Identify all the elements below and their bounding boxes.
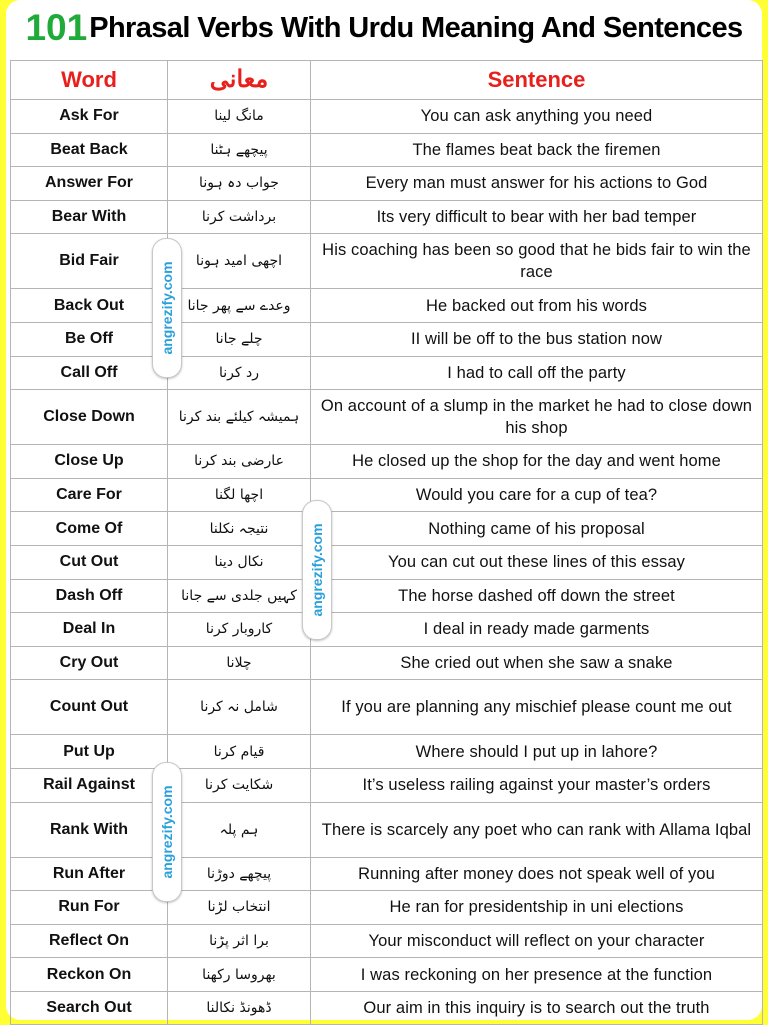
- sentence-cell: She cried out when she saw a snake: [311, 646, 763, 680]
- meaning-cell: برداشت کرنا: [168, 200, 311, 234]
- word-cell: Call Off: [11, 356, 168, 390]
- sentence-cell: I deal in ready made garments: [311, 613, 763, 647]
- word-cell: Bear With: [11, 200, 168, 234]
- meaning-cell: اچھی امید ہونا: [168, 234, 311, 289]
- watermark-badge: [302, 500, 332, 640]
- table-row: [11, 356, 763, 390]
- word-cell: Care For: [11, 478, 168, 512]
- word-cell: Run After: [11, 857, 168, 891]
- table-row: [11, 100, 763, 134]
- word-cell: Beat Back: [11, 133, 168, 167]
- page-title: [6, 0, 762, 56]
- word-cell: Search Out: [11, 991, 168, 1025]
- meaning-cell: چلے جانا: [168, 322, 311, 356]
- table-row: [11, 200, 763, 234]
- meaning-cell: عارضی بند کرنا: [168, 445, 311, 479]
- meaning-cell: کہیں جلدی سے جانا: [168, 579, 311, 613]
- table-row: [11, 958, 763, 992]
- table-row: [11, 991, 763, 1025]
- word-cell: Back Out: [11, 289, 168, 323]
- meaning-cell: برا اثر پڑنا: [168, 924, 311, 958]
- meaning-cell: پیچھے دوڑنا: [168, 857, 311, 891]
- word-cell: Cry Out: [11, 646, 168, 680]
- meaning-cell: رد کرنا: [168, 356, 311, 390]
- title-number: 101: [25, 7, 88, 48]
- sentence-cell: On account of a slump in the market he had to close down his shop: [311, 390, 763, 445]
- table-header-row: [11, 61, 763, 100]
- table-row: [11, 680, 763, 735]
- table-row: [11, 579, 763, 613]
- sentence-cell: Would you care for a cup of tea?: [311, 478, 763, 512]
- title-text: Phrasal Verbs With Urdu Meaning And Sentences: [89, 11, 743, 44]
- watermark-text: angrezify.com: [159, 785, 175, 879]
- table-row: [11, 390, 763, 445]
- table-row: [11, 891, 763, 925]
- sentence-cell: His coaching has been so good that he bids fair to win the race: [311, 234, 763, 289]
- meaning-cell: شکایت کرنا: [168, 768, 311, 802]
- word-cell: Count Out: [11, 680, 168, 735]
- table-row: [11, 613, 763, 647]
- table-row: [11, 445, 763, 479]
- word-cell: Dash Off: [11, 579, 168, 613]
- phrasal-verbs-table: [10, 60, 763, 1025]
- sentence-cell: The horse dashed off down the street: [311, 579, 763, 613]
- watermark-badge: [152, 238, 182, 378]
- word-cell: Ask For: [11, 100, 168, 134]
- word-cell: Close Down: [11, 390, 168, 445]
- sentence-cell: He closed up the shop for the day and went home: [311, 445, 763, 479]
- word-cell: Be Off: [11, 322, 168, 356]
- table-row: [11, 478, 763, 512]
- table-row: [11, 167, 763, 201]
- word-cell: Reflect On: [11, 924, 168, 958]
- sentence-cell: Our aim in this inquiry is to search out the truth: [311, 991, 763, 1025]
- watermark-text: angrezify.com: [159, 261, 175, 355]
- meaning-cell: وعدے سے پھر جانا: [168, 289, 311, 323]
- meaning-cell: چلانا: [168, 646, 311, 680]
- meaning-cell: ہم پلہ: [168, 802, 311, 857]
- meaning-cell: پیچھے ہٹنا: [168, 133, 311, 167]
- table-row: [11, 924, 763, 958]
- meaning-cell: ڈھونڈ نکالنا: [168, 991, 311, 1025]
- word-cell: Cut Out: [11, 545, 168, 579]
- word-cell: Rank With: [11, 802, 168, 857]
- sentence-cell: Its very difficult to bear with her bad temper: [311, 200, 763, 234]
- word-cell: Put Up: [11, 735, 168, 769]
- content-card: [6, 0, 762, 1020]
- word-cell: Bid Fair: [11, 234, 168, 289]
- table-row: [11, 857, 763, 891]
- meaning-cell: کاروبار کرنا: [168, 613, 311, 647]
- meaning-cell: انتخاب لڑنا: [168, 891, 311, 925]
- meaning-cell: اچھا لگنا: [168, 478, 311, 512]
- sentence-cell: Every man must answer for his actions to God: [311, 167, 763, 201]
- meaning-cell: شامل نہ کرنا: [168, 680, 311, 735]
- sentence-cell: Running after money does not speak well of you: [311, 857, 763, 891]
- table-row: [11, 322, 763, 356]
- sentence-cell: I had to call off the party: [311, 356, 763, 390]
- meaning-cell: مانگ لینا: [168, 100, 311, 134]
- meaning-cell: قیام کرنا: [168, 735, 311, 769]
- sentence-cell: Where should I put up in lahore?: [311, 735, 763, 769]
- table-row: [11, 289, 763, 323]
- sentence-cell: He ran for presidentship in uni elections: [311, 891, 763, 925]
- word-cell: Close Up: [11, 445, 168, 479]
- meaning-cell: نکال دینا: [168, 545, 311, 579]
- table-row: [11, 545, 763, 579]
- sentence-cell: Nothing came of his proposal: [311, 512, 763, 546]
- table-row: [11, 133, 763, 167]
- header-sentence: Sentence: [311, 61, 763, 100]
- sentence-cell: He backed out from his words: [311, 289, 763, 323]
- word-cell: Run For: [11, 891, 168, 925]
- table-row: [11, 735, 763, 769]
- table-row: [11, 646, 763, 680]
- word-cell: Come Of: [11, 512, 168, 546]
- header-word: Word: [11, 61, 168, 100]
- watermark-text: angrezify.com: [309, 523, 325, 617]
- sentence-cell: Your misconduct will reflect on your character: [311, 924, 763, 958]
- sentence-cell: You can ask anything you need: [311, 100, 763, 134]
- meaning-cell: نتیجہ نکلنا: [168, 512, 311, 546]
- word-cell: Answer For: [11, 167, 168, 201]
- sentence-cell: You can cut out these lines of this essay: [311, 545, 763, 579]
- meaning-cell: ہمیشہ کیلئے بند کرنا: [168, 390, 311, 445]
- sentence-cell: There is scarcely any poet who can rank with Allama Iqbal: [311, 802, 763, 857]
- table-row: [11, 802, 763, 857]
- word-cell: Deal In: [11, 613, 168, 647]
- watermark-badge: [152, 762, 182, 902]
- sentence-cell: II will be off to the bus station now: [311, 322, 763, 356]
- sentence-cell: If you are planning any mischief please count me out: [311, 680, 763, 735]
- header-meaning: معانی: [168, 61, 311, 100]
- sentence-cell: The flames beat back the firemen: [311, 133, 763, 167]
- table-row: [11, 234, 763, 289]
- word-cell: Reckon On: [11, 958, 168, 992]
- sentence-cell: It’s useless railing against your master’s orders: [311, 768, 763, 802]
- word-cell: Rail Against: [11, 768, 168, 802]
- table-row: [11, 512, 763, 546]
- meaning-cell: جواب دہ ہونا: [168, 167, 311, 201]
- sentence-cell: I was reckoning on her presence at the function: [311, 958, 763, 992]
- table-row: [11, 768, 763, 802]
- meaning-cell: بھروسا رکھنا: [168, 958, 311, 992]
